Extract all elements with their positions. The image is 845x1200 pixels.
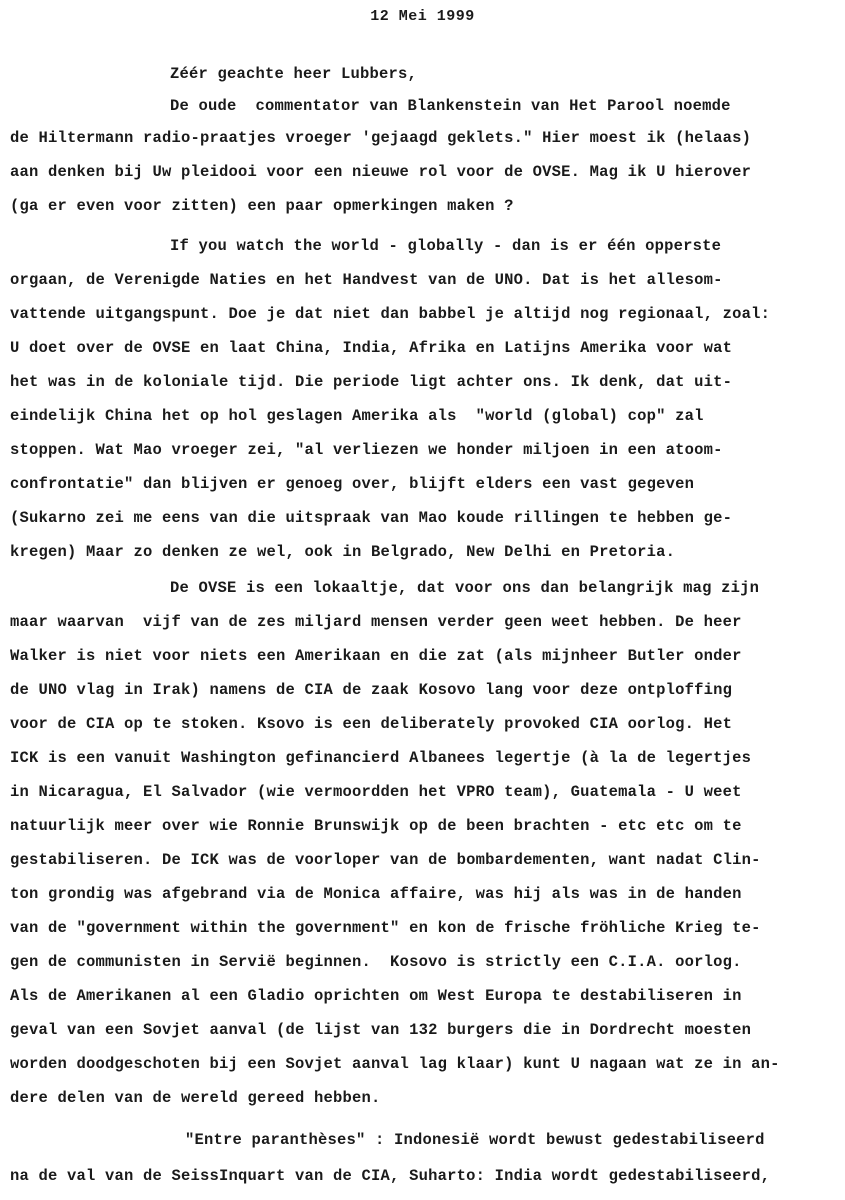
text-line: dere delen van de wereld gereed hebben. bbox=[10, 1089, 381, 1107]
text-line: worden doodgeschoten bij een Sovjet aanval lag klaar) kunt U nagaan wat ze in an- bbox=[10, 1055, 780, 1073]
text-line: Walker is niet voor niets een Amerikaan en die zat (als mijnheer Butler onder bbox=[10, 647, 742, 665]
text-line: confrontatie" dan blijven er genoeg over, blijft elders een vast gegeven bbox=[10, 475, 695, 493]
salutation: Zéér geachte heer Lubbers, bbox=[170, 65, 418, 83]
text-line: "Entre paranthèses" : Indonesië wordt bewust gedestabiliseerd bbox=[185, 1131, 765, 1149]
text-line: De OVSE is een lokaaltje, dat voor ons dan belangrijk mag zijn bbox=[170, 579, 760, 597]
text-line: in Nicaragua, El Salvador (wie vermoordden het VPRO team), Guatemala - U weet bbox=[10, 783, 742, 801]
text-line: Als de Amerikanen al een Gladio oprichten om West Europa te destabiliseren in bbox=[10, 987, 742, 1005]
text-line: gen de communisten in Servië beginnen. Kosovo is strictly een C.I.A. oorlog. bbox=[10, 953, 742, 971]
text-line: na de val van de SeissInquart van de CIA, Suharto: India wordt gedestabiliseerd, bbox=[10, 1167, 771, 1185]
text-line: (ga er even voor zitten) een paar opmerkingen maken ? bbox=[10, 197, 514, 215]
text-line: De oude commentator van Blankenstein van Het Parool noemde bbox=[170, 97, 731, 115]
text-line: van de "government within the government" en kon de frische fröhliche Krieg te- bbox=[10, 919, 761, 937]
text-line: de UNO vlag in Irak) namens de CIA de zaak Kosovo lang voor deze ontploffing bbox=[10, 681, 733, 699]
text-line: natuurlijk meer over wie Ronnie Brunswijk op de been brachten - etc etc om te bbox=[10, 817, 742, 835]
text-line: orgaan, de Verenigde Naties en het Handvest van de UNO. Dat is het allesom- bbox=[10, 271, 723, 289]
text-line: stoppen. Wat Mao vroeger zei, "al verliezen we honder miljoen in een atoom- bbox=[10, 441, 723, 459]
text-line: ton grondig was afgebrand via de Monica affaire, was hij als was in de handen bbox=[10, 885, 742, 903]
letter-date: 12 Mei 1999 bbox=[370, 8, 475, 25]
text-line: ICK is een vanuit Washington gefinancierd Albanees legertje (à la de legertjes bbox=[10, 749, 752, 767]
text-line: voor de CIA op te stoken. Ksovo is een deliberately provoked CIA oorlog. Het bbox=[10, 715, 733, 733]
text-line: If you watch the world - globally - dan is er één opperste bbox=[170, 237, 722, 255]
text-line: U doet over de OVSE en laat China, India, Afrika en Latijns Amerika voor wat bbox=[10, 339, 733, 357]
text-line: (Sukarno zei me eens van die uitspraak van Mao koude rillingen te hebben ge- bbox=[10, 509, 733, 527]
text-line: het was in de koloniale tijd. Die periode ligt achter ons. Ik denk, dat uit- bbox=[10, 373, 733, 391]
text-line: de Hiltermann radio-praatjes vroeger 'gejaagd geklets." Hier moest ik (helaas) bbox=[10, 129, 752, 147]
text-line: maar waarvan vijf van de zes miljard mensen verder geen weet hebben. De heer bbox=[10, 613, 742, 631]
text-line: geval van een Sovjet aanval (de lijst van 132 burgers die in Dordrecht moesten bbox=[10, 1021, 752, 1039]
text-line: vattende uitgangspunt. Doe je dat niet dan babbel je altijd nog regionaal, zoal: bbox=[10, 305, 771, 323]
text-line: gestabiliseren. De ICK was de voorloper van de bombardementen, want nadat Clin- bbox=[10, 851, 761, 869]
text-line: eindelijk China het op hol geslagen Amerika als "world (global) cop" zal bbox=[10, 407, 704, 425]
text-line: aan denken bij Uw pleidooi voor een nieuwe rol voor de OVSE. Mag ik U hierover bbox=[10, 163, 752, 181]
text-line: kregen) Maar zo denken ze wel, ook in Belgrado, New Delhi en Pretoria. bbox=[10, 543, 676, 561]
